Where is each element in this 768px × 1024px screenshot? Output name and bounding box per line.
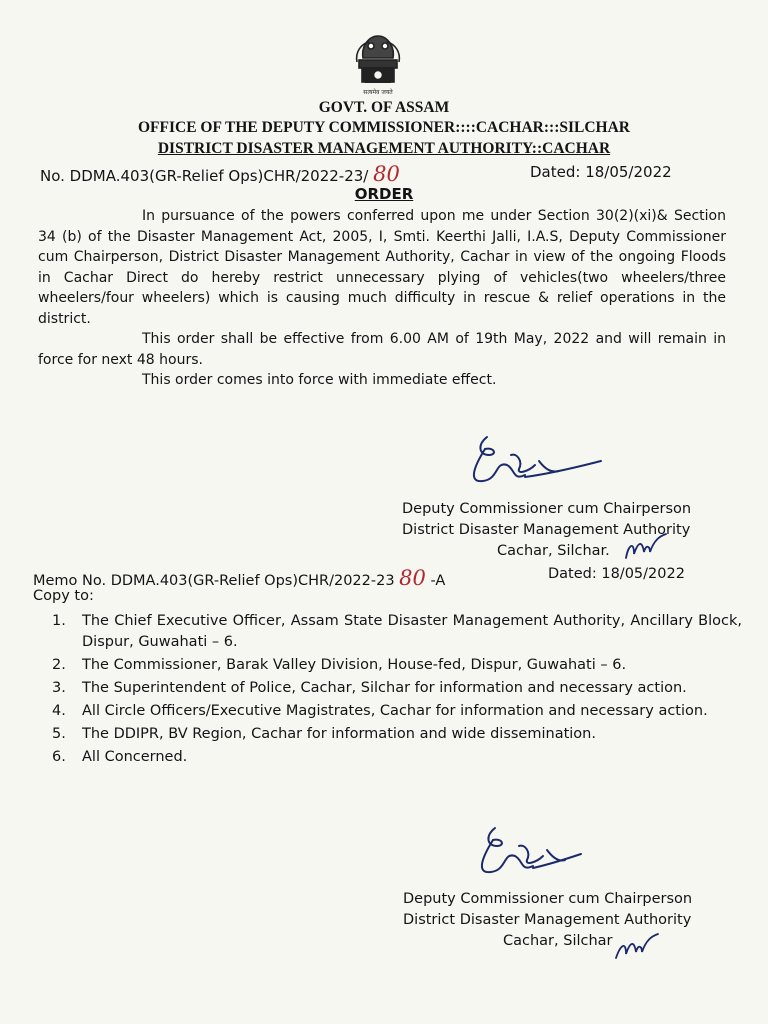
list-item (52, 701, 742, 722)
list-item (52, 611, 742, 653)
memo-date: Dated: 18/05/2022 (548, 566, 685, 582)
list-item (52, 678, 742, 699)
handwritten-memo-number: 80 (399, 566, 426, 590)
memo-reference-number: Memo No. DDMA.403(GR-Relief Ops)CHR/2022-23 (33, 573, 395, 589)
list-item-text: The Superintendent of Police, Cachar, Silchar for information and necessary action. (82, 680, 687, 696)
signature-1-icon (455, 425, 605, 500)
list-item-number: 6. (52, 749, 66, 765)
order-paragraph-1: In pursuance of the powers conferred upon me under Section 30(2)(xi)& Section 34 (b) of the Disaster Management Act, 2005, I, Smti. Keerthi Jalli, I.A.S, Deputy Commissioner cum Chairperson, District Disaster Management Authority, Cachar in view of the ongoing Floods in Cachar Direct do hereby restrict unnecessary plying of vehicles(two wheelers/three wheelers/four wheelers) which is causing much difficulty in rescue & relief operations in the district. (38, 208, 726, 327)
signer-authority-2: District Disaster Management Authority (403, 912, 692, 928)
national-emblem-icon (343, 28, 413, 98)
office-heading: OFFICE OF THE DEPUTY COMMISSIONER::::CACHAR:::SILCHAR (138, 119, 630, 136)
signature-2-icon (465, 818, 585, 890)
list-item-number: 4. (52, 703, 66, 719)
memo-suffix: -A (430, 573, 446, 589)
list-item-number: 2. (52, 657, 66, 673)
memo-reference (33, 566, 445, 590)
list-item-number: 5. (52, 726, 66, 742)
initials-2-icon (612, 930, 662, 966)
signer-authority-1: District Disaster Management Authority (402, 522, 691, 538)
list-item (52, 747, 742, 768)
signer-location-1: Cachar, Silchar. (497, 543, 610, 559)
list-item-text: The Chief Executive Officer, Assam State Disaster Management Authority, Ancillary Block, Dispur, Guwahati – 6. (82, 613, 742, 650)
list-item-number: 1. (52, 613, 66, 629)
order-date: Dated: 18/05/2022 (530, 163, 672, 181)
list-item-text: All Circle Officers/Executive Magistrates, Cachar for information and necessary action. (82, 703, 708, 719)
list-item-text: The DDIPR, BV Region, Cachar for information and wide dissemination. (82, 726, 596, 742)
order-title: ORDER (354, 185, 414, 203)
signer-title-1: Deputy Commissioner cum Chairperson (402, 501, 692, 517)
signer-title-2: Deputy Commissioner cum Chairperson (403, 891, 693, 907)
list-item (52, 724, 742, 745)
copy-to-list (52, 611, 742, 770)
list-item-number: 3. (52, 680, 66, 696)
govt-heading: GOVT. OF ASSAM (318, 99, 450, 116)
signer-location-2: Cachar, Silchar (503, 933, 613, 949)
order-paragraph-2: This order shall be effective from 6.00 AM of 19th May, 2022 and will remain in force for next 48 hours. (38, 331, 726, 368)
handwritten-order-number: 80 (373, 162, 400, 186)
copy-to-label: Copy to: (33, 588, 94, 604)
order-reference-number: No. DDMA.403(GR-Relief Ops)CHR/2022-23/ (40, 167, 369, 185)
order-body (38, 206, 726, 391)
order-reference (40, 162, 400, 186)
initials-1-icon (620, 532, 670, 566)
list-item-text: The Commissioner, Barak Valley Division, House-fed, Dispur, Guwahati – 6. (82, 657, 627, 673)
authority-heading (0, 140, 768, 158)
authority-heading-text: DISTRICT DISASTER MANAGEMENT AUTHORITY::CACHAR (157, 140, 611, 157)
list-item (52, 655, 742, 676)
list-item-text: All Concerned. (82, 749, 188, 765)
emblem-motto: सत्यमेव जयते (363, 89, 393, 96)
order-paragraph-3: This order comes into force with immediate effect. (142, 372, 497, 388)
